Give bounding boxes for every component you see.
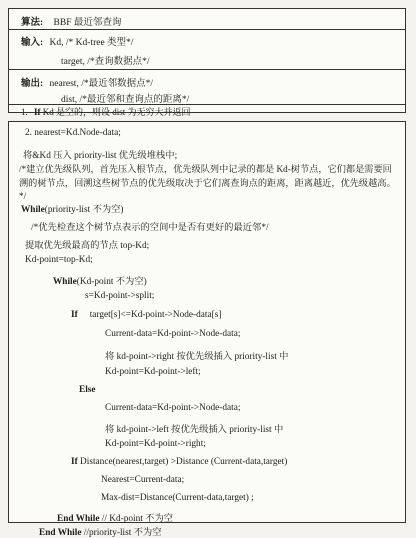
- code-line-9: s=Kd-point->split;: [85, 291, 155, 301]
- code-line-13: Kd-point=Kd-point->left;: [105, 367, 201, 377]
- keyword-end-while: End While: [57, 514, 100, 524]
- code-line-11: Current-data=Kd-point->Node-data;: [105, 329, 241, 339]
- input-target-row: [9, 53, 405, 67]
- output-label: 输出:: [21, 79, 44, 89]
- code-line-20: Max-dist=Distance(Current-data,target) ;: [101, 493, 254, 503]
- divider: [9, 29, 405, 30]
- keyword-if: If: [71, 310, 78, 320]
- output-dist-row: [9, 91, 405, 105]
- end-while-comment: // Kd-point 不为空: [101, 514, 174, 524]
- if-condition: Distance(nearest,target) >Distance (Current-data,target): [80, 457, 288, 467]
- code-line-6: 提取优先级最高的节点 top-Kd;: [25, 241, 150, 251]
- step1-if-keyword: If: [34, 107, 41, 117]
- code-line-16: 将 kd-point->left 按优先级插入 priority-list 中: [105, 425, 284, 435]
- code-line-while-2: [53, 273, 147, 287]
- input-target: target, /*查询数据点*/: [61, 57, 150, 67]
- keyword-else: Else: [79, 385, 96, 395]
- algorithm-title-row: [9, 14, 405, 28]
- step1-text: Kd 是空的，则设 dist 为无穷大并返回: [42, 107, 191, 117]
- code-line-if-1: [71, 310, 221, 320]
- input-kd: Kd, /* Kd-tree 类型*/: [49, 38, 134, 48]
- code-line-if-2: [71, 457, 287, 467]
- algorithm-header-box: [8, 8, 406, 117]
- while-condition: (priority-list 不为空): [44, 205, 124, 215]
- code-line-2: 将&Kd 压入 priority-list 优先级堆栈中;: [23, 151, 178, 161]
- code-line-end-while-2: [39, 524, 162, 538]
- code-line-1: 2. nearest=Kd.Node-data;: [25, 128, 121, 138]
- algorithm-label: 算法:: [21, 18, 44, 28]
- code-line-19: Nearest=Current-data;: [101, 475, 185, 485]
- divider: [9, 69, 405, 70]
- keyword-if: If: [71, 457, 78, 467]
- code-line-15: Current-data=Kd-point->Node-data;: [105, 403, 241, 413]
- algorithm-body-box: [8, 121, 406, 538]
- code-line-7: Kd-point=top-Kd;: [25, 255, 93, 265]
- algorithm-name: BBF 最近邻查询: [53, 18, 122, 28]
- code-line-end-while-1: [57, 510, 173, 524]
- code-comment-1: /*建立优先级队列，首先压入根节点，优先级队列中记录的都是 Kd-树节点，它们都是需要回溯的树节点，回溯这些树节点的优先级取决于它们离查询点的距离，距离越近，优先级越高。*/: [19, 164, 396, 201]
- output-nearest: nearest, /*最近邻数据点*/: [49, 79, 153, 89]
- code-line-17: Kd-point=Kd-point->right;: [105, 439, 206, 449]
- end-while-comment: //priority-list 不为空: [83, 528, 162, 538]
- step1-row: [9, 105, 405, 118]
- while-condition: (Kd-point 不为空): [76, 277, 147, 287]
- code-line-while-1: [21, 201, 124, 215]
- code-comment-2: /*优先检查这个树节点表示的空间中是否有更好的最近邻*/: [31, 223, 269, 233]
- input-kd-row: [9, 34, 405, 48]
- if-condition: target[s]<=Kd-point->Node-data[s]: [89, 310, 222, 320]
- output-nearest-row: [9, 75, 405, 89]
- input-label: 输入:: [21, 38, 44, 48]
- keyword-while: While: [21, 205, 45, 215]
- step1-prefix: 1.: [21, 107, 28, 117]
- code-line-12: 将 kd-point->right 按优先级插入 priority-list 中: [105, 352, 289, 362]
- keyword-end-while: End While: [39, 528, 82, 538]
- output-dist: dist, /*最近邻和查询点的距离*/: [61, 95, 190, 105]
- keyword-while: While: [53, 277, 77, 287]
